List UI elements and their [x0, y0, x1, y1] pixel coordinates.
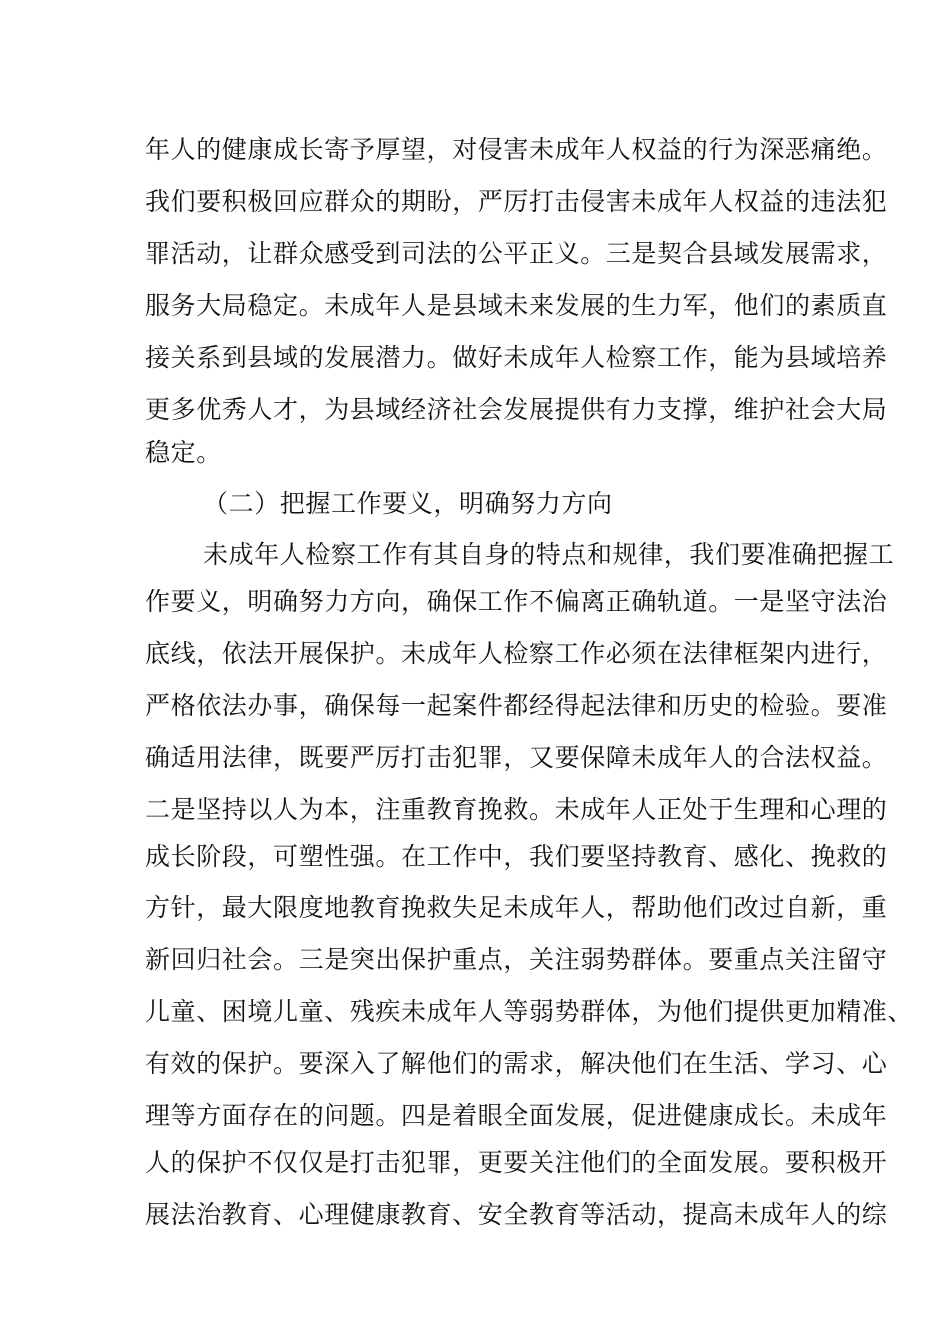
text-line: 有效的保护。要深入了解他们的需求，解决他们在生活、学习、心 [145, 1049, 888, 1078]
text-line: 新回归社会。三是突出保护重点，关注弱势群体。要重点关注留守 [145, 945, 888, 974]
text-line: 年人的健康成长寄予厚望，对侵害未成年人权益的行为深恶痛绝。 [145, 135, 888, 164]
section-heading: （二）把握工作要义，明确努力方向 [203, 489, 613, 518]
text-line: 稳定。 [145, 438, 222, 467]
text-line: 人的保护不仅仅是打击犯罪，更要关注他们的全面发展。要积极开 [145, 1148, 888, 1177]
text-line: 儿童、困境儿童、残疾未成年人等弱势群体，为他们提供更加精准、 [145, 997, 914, 1026]
text-line: 服务大局稳定。未成年人是县域未来发展的生力军，他们的素质直 [145, 291, 888, 320]
text-line: 展法治教育、心理健康教育、安全教育等活动，提高未成年人的综 [145, 1200, 888, 1229]
text-line: 罪活动，让群众感受到司法的公平正义。三是契合县域发展需求， [145, 239, 888, 268]
text-line: 二是坚持以人为本，注重教育挽救。未成年人正处于生理和心理的 [145, 795, 888, 824]
text-line: 成长阶段，可塑性强。在工作中，我们要坚持教育、感化、挽救的 [145, 842, 888, 871]
paragraph-first-line: 未成年人检察工作有其自身的特点和规律，我们要准确把握工 [203, 540, 895, 569]
text-line: 严格依法办事，确保每一起案件都经得起法律和历史的检验。要准 [145, 691, 888, 720]
text-line: 作要义，明确努力方向，确保工作不偏离正确轨道。一是坚守法治 [145, 587, 888, 616]
text-line: 更多优秀人才，为县域经济社会发展提供有力支撑，维护社会大局 [145, 395, 888, 424]
text-line: 确适用法律，既要严厉打击犯罪，又要保障未成年人的合法权益。 [145, 743, 888, 772]
text-line: 底线，依法开展保护。未成年人检察工作必须在法律框架内进行， [145, 639, 888, 668]
text-line: 理等方面存在的问题。四是着眼全面发展，促进健康成长。未成年 [145, 1101, 888, 1130]
text-line: 我们要积极回应群众的期盼，严厉打击侵害未成年人权益的违法犯 [145, 187, 888, 216]
text-line: 接关系到县域的发展潜力。做好未成年人检察工作，能为县域培养 [145, 343, 888, 372]
text-line: 方针，最大限度地教育挽救失足未成年人，帮助他们改过自新，重 [145, 893, 888, 922]
